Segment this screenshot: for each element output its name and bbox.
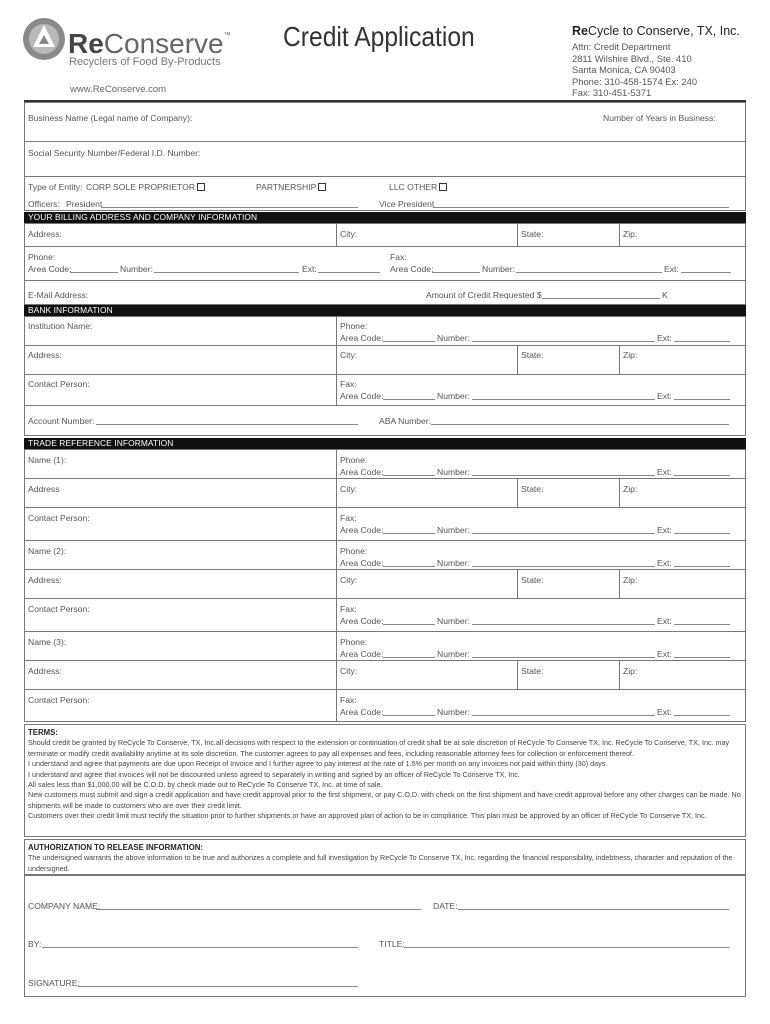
ref3-fax-label: Fax: — [340, 695, 357, 705]
authorization-title: AUTHORIZATION TO RELEASE INFORMATION: — [28, 843, 203, 852]
vice-president-field[interactable] — [433, 207, 729, 208]
address-line: 2811 Wilshire Blvd., Ste. 410 — [572, 52, 692, 64]
ref3-address-field[interactable]: Address: — [28, 666, 62, 676]
billing-fax-ext-label: Ext: — [664, 264, 679, 274]
date-field[interactable] — [458, 909, 729, 910]
address-line: Phone: 310-458-1574 Ex: 240 — [572, 75, 698, 87]
page-title: Credit Application — [283, 21, 475, 52]
bank-phone-ext-label: Ext: — [657, 333, 672, 343]
ref3-zip-field[interactable]: Zip: — [623, 666, 638, 676]
ref2-fax-area-field[interactable] — [383, 624, 435, 625]
bank-phone-number-label: Number: — [437, 333, 470, 343]
date-label: DATE: — [433, 901, 458, 911]
ref3-fax-ext-label: Ext: — [657, 707, 672, 717]
title-field[interactable] — [404, 947, 729, 948]
bank-fax-number-label: Number: — [437, 391, 470, 401]
ref3-phone-area-field[interactable] — [383, 657, 435, 658]
bank-fax-label: Fax: — [340, 379, 357, 389]
by-label: BY: — [28, 939, 42, 949]
logo-wordmark: ReConserve™ — [68, 28, 231, 59]
terms-paragraph: New customers must submit and sign a credit application and have credit approval prior to the first shipment, or pay C.O.D. with check on the first shipment and have credit approval before any other charges can be made. No shipments will be made to customers who are over their credit limit. — [28, 790, 741, 810]
bank-phone-area-field[interactable] — [383, 341, 435, 342]
bank-contact-field[interactable]: Contact Person: — [28, 379, 90, 389]
ref1-zip-field[interactable]: Zip: — [623, 484, 638, 494]
trade-section-header: TRADE REFERENCE INFORMATION — [24, 438, 746, 449]
bank-fax-ext-field[interactable] — [674, 399, 730, 400]
billing-fax-number-field[interactable] — [516, 272, 662, 273]
ref2-fax-label: Fax: — [340, 604, 357, 614]
business-name-field[interactable]: Business Name (Legal name of Company): — [28, 113, 193, 123]
company-name-label: COMPANY NAME: — [28, 901, 101, 911]
reconserve-logo-icon — [22, 17, 66, 61]
ref1-city-field[interactable]: City: — [340, 484, 358, 494]
bank-phone-area-label: Area Code: — [340, 333, 384, 343]
officers-label: Officers: — [28, 199, 60, 209]
ref1-address-field[interactable]: Address — [28, 484, 60, 494]
signature-label: SIGNATURE: — [28, 978, 80, 988]
ref1-phone-number-field[interactable] — [472, 475, 655, 476]
ref2-fax-area-label: Area Code: — [340, 616, 384, 626]
signature-field[interactable] — [78, 986, 358, 987]
ref3-name-field[interactable]: Name (3): — [28, 637, 67, 647]
credit-k-label: K — [662, 290, 668, 300]
ref3-phone-ext-field[interactable] — [674, 657, 730, 658]
ref2-phone-area-field[interactable] — [383, 566, 435, 567]
ref2-phone-ext-label: Ext: — [657, 558, 672, 568]
billing-city-field[interactable]: City: — [340, 229, 358, 239]
credit-requested-label: Amount of Credit Requested $ — [426, 290, 542, 300]
billing-fax-label: Fax: — [390, 252, 407, 262]
billing-address-field[interactable]: Address: — [28, 229, 62, 239]
title-label: TITLE: — [379, 939, 405, 949]
llc-other-checkbox[interactable]: LLC OTHER — [389, 182, 447, 192]
address-line: Attn: Credit Department — [572, 41, 671, 52]
ref2-fax-ext-field[interactable] — [674, 624, 730, 625]
email-field[interactable]: E-Mail Address: — [28, 290, 89, 300]
ref1-fax-number-label: Number: — [437, 525, 470, 535]
ref3-fax-area-label: Area Code: — [340, 707, 384, 717]
ref3-city-field[interactable]: City: — [340, 666, 358, 676]
ref2-phone-number-label: Number: — [437, 558, 470, 568]
terms-paragraph: Should credit be granted by ReCycle To Conserve, TX, Inc.all decisions with respect to the extension or continuation of credit shall be at sole discretion of ReCycle To Conserve TX, Inc. ReCycle To Conserve, TX, Inc. may terminate or modify credit availability anytime at its sole discretion. The customer agrees to pay all expenses and fees, including reasonable attorney fees for collection or enforcement thereof. — [28, 738, 730, 758]
bank-address-field[interactable]: Address: — [28, 350, 62, 360]
bank-fax-area-field[interactable] — [383, 399, 435, 400]
ref1-fax-area-field[interactable] — [383, 533, 435, 534]
ref2-fax-ext-label: Ext: — [657, 616, 672, 626]
ref3-phone-label: Phone: — [340, 637, 368, 647]
bank-phone-ext-field[interactable] — [674, 341, 730, 342]
ssn-field[interactable]: Social Security Number/Federal I.D. Number: — [28, 148, 201, 158]
terms-paragraph: Customers over their credit limit must rectify the situation prior to further shipments or have an approved plan of action to be in compliance. This plan must be approved by an officer of ReCycle To Conserve TX, Inc. — [28, 811, 707, 821]
bank-fax-ext-label: Ext: — [657, 391, 672, 401]
ref2-name-field[interactable]: Name (2): — [28, 546, 67, 556]
ref2-phone-area-label: Area Code: — [340, 558, 384, 568]
ref1-fax-label: Fax: — [340, 513, 357, 523]
billing-phone-number-label: Number: — [120, 264, 153, 274]
ref3-fax-number-label: Number: — [437, 707, 470, 717]
terms-paragraph: I understand and agree that payments are due upon Receipt of Invoice and I further agree to pay interest at the rate of 1.5% per month on any invoices not paid within thirty (30) days. — [28, 759, 608, 769]
entity-type-label: Type of Entity: — [28, 182, 83, 192]
billing-fax-number-label: Number: — [482, 264, 515, 274]
ref3-fax-number-field[interactable] — [472, 715, 655, 716]
bank-state-field[interactable]: State: — [521, 350, 544, 360]
ref2-city-field[interactable]: City: — [340, 575, 358, 585]
ref1-phone-number-label: Number: — [437, 467, 470, 477]
billing-zip-field[interactable]: Zip: — [623, 229, 638, 239]
authorization-text: The undersigned warrants the above information to be true and authorizes a complete and full investigation by ReCycle To Conserve TX, Inc. regarding the financial responsibility, indebtness, character and reputation of the undersigned. — [28, 853, 733, 873]
bank-fax-area-label: Area Code: — [340, 391, 384, 401]
ref3-phone-area-label: Area Code: — [340, 649, 384, 659]
ref2-phone-label: Phone: — [340, 546, 368, 556]
ref1-phone-ext-field[interactable] — [674, 475, 730, 476]
president-field[interactable] — [101, 207, 358, 208]
billing-phone-area-field[interactable] — [70, 272, 118, 273]
ref2-state-field[interactable]: State: — [521, 575, 544, 585]
trade-frame — [24, 449, 746, 722]
bank-phone-label: Phone: — [340, 321, 368, 331]
terms-title: TERMS: — [28, 728, 58, 737]
ref3-fax-area-field[interactable] — [383, 715, 435, 716]
ref2-phone-number-field[interactable] — [472, 566, 655, 567]
billing-section-header: YOUR BILLING ADDRESS AND COMPANY INFORMATION — [24, 212, 746, 223]
ref1-name-field[interactable]: Name (1): — [28, 455, 67, 465]
ref1-fax-ext-field[interactable] — [674, 533, 730, 534]
president-label: President — [66, 199, 103, 209]
terms-section — [28, 728, 744, 822]
ref3-state-field[interactable]: State: — [521, 666, 544, 676]
ref3-fax-ext-field[interactable] — [674, 715, 730, 716]
ref1-fax-area-label: Area Code: — [340, 525, 384, 535]
bank-city-field[interactable]: City: — [340, 350, 358, 360]
address-line: Santa Monica, CA 90403 — [572, 64, 676, 75]
ref2-fax-number-field[interactable] — [472, 624, 655, 625]
bank-phone-number-field[interactable] — [472, 341, 655, 342]
ref3-contact-field[interactable]: Contact Person: — [28, 695, 90, 705]
vice-president-label: Vice President — [379, 199, 435, 209]
tagline: Recyclers of Food By-Products — [69, 56, 221, 68]
company-name-header: ReCycle to Conserve, TX, Inc. — [572, 24, 740, 38]
billing-fax-area-label: Area Code: — [390, 264, 434, 274]
billing-phone-ext-label: Ext: — [302, 264, 317, 274]
billing-phone-number-field[interactable] — [154, 272, 299, 273]
ref3-phone-ext-label: Ext: — [657, 649, 672, 659]
bank-institution-field[interactable]: Institution Name: — [28, 321, 93, 331]
address-line: Fax: 310-451-5371 — [572, 87, 652, 98]
account-number-field[interactable] — [96, 424, 358, 425]
billing-phone-label: Phone: — [28, 252, 56, 262]
credit-requested-field[interactable] — [542, 298, 660, 299]
ref1-fax-ext-label: Ext: — [657, 525, 672, 535]
by-field[interactable] — [42, 947, 358, 948]
account-number-label: Account Number: — [28, 416, 95, 426]
signature-frame — [24, 875, 746, 997]
bank-fax-number-field[interactable] — [472, 399, 655, 400]
aba-number-field[interactable] — [431, 424, 729, 425]
ref2-phone-ext-field[interactable] — [674, 566, 730, 567]
ref1-phone-area-field[interactable] — [383, 475, 435, 476]
billing-phone-ext-field[interactable] — [318, 272, 380, 273]
ref1-fax-number-field[interactable] — [472, 533, 655, 534]
ref3-phone-number-field[interactable] — [472, 657, 655, 658]
bank-zip-field[interactable]: Zip: — [623, 350, 638, 360]
ref1-state-field[interactable]: State: — [521, 484, 544, 494]
billing-state-field[interactable]: State: — [521, 229, 544, 239]
website-link[interactable]: www.ReConserve.com — [70, 84, 167, 95]
ref1-phone-ext-label: Ext: — [657, 467, 672, 477]
years-in-business-field[interactable]: Number of Years in Business: — [603, 113, 716, 123]
company-address-block — [572, 41, 697, 99]
authorization-section — [28, 843, 744, 874]
billing-fax-ext-field[interactable] — [681, 272, 731, 273]
ref2-contact-field[interactable]: Contact Person: — [28, 604, 90, 614]
terms-paragraph: All sales less than $1,000.00 will be C.O.D. by check made out to ReCycle To Conserve TX, Inc. at time of sale. — [28, 780, 383, 790]
ref2-address-field[interactable]: Address: — [28, 575, 62, 585]
company-name-field[interactable] — [96, 909, 421, 910]
partnership-checkbox[interactable]: PARTNERSHIP — [256, 182, 326, 192]
ref1-contact-field[interactable]: Contact Person: — [28, 513, 90, 523]
terms-paragraph: I understand and agree that invoices will not be discounted unless agreed to separately in writing and signed by an officer of ReCycle To Conserve TX, Inc. — [28, 769, 520, 779]
aba-number-label: ABA Number: — [379, 416, 432, 426]
bank-section-header: BANK INFORMATION — [24, 305, 746, 316]
ref1-phone-area-label: Area Code: — [340, 467, 384, 477]
billing-fax-area-field[interactable] — [432, 272, 480, 273]
ref2-fax-number-label: Number: — [437, 616, 470, 626]
ref1-phone-label: Phone: — [340, 455, 368, 465]
corp-sole-proprietor-checkbox[interactable]: CORP SOLE PROPRIETOR — [86, 182, 205, 192]
ref3-phone-number-label: Number: — [437, 649, 470, 659]
billing-phone-area-label: Area Code: — [28, 264, 72, 274]
ref2-zip-field[interactable]: Zip: — [623, 575, 638, 585]
